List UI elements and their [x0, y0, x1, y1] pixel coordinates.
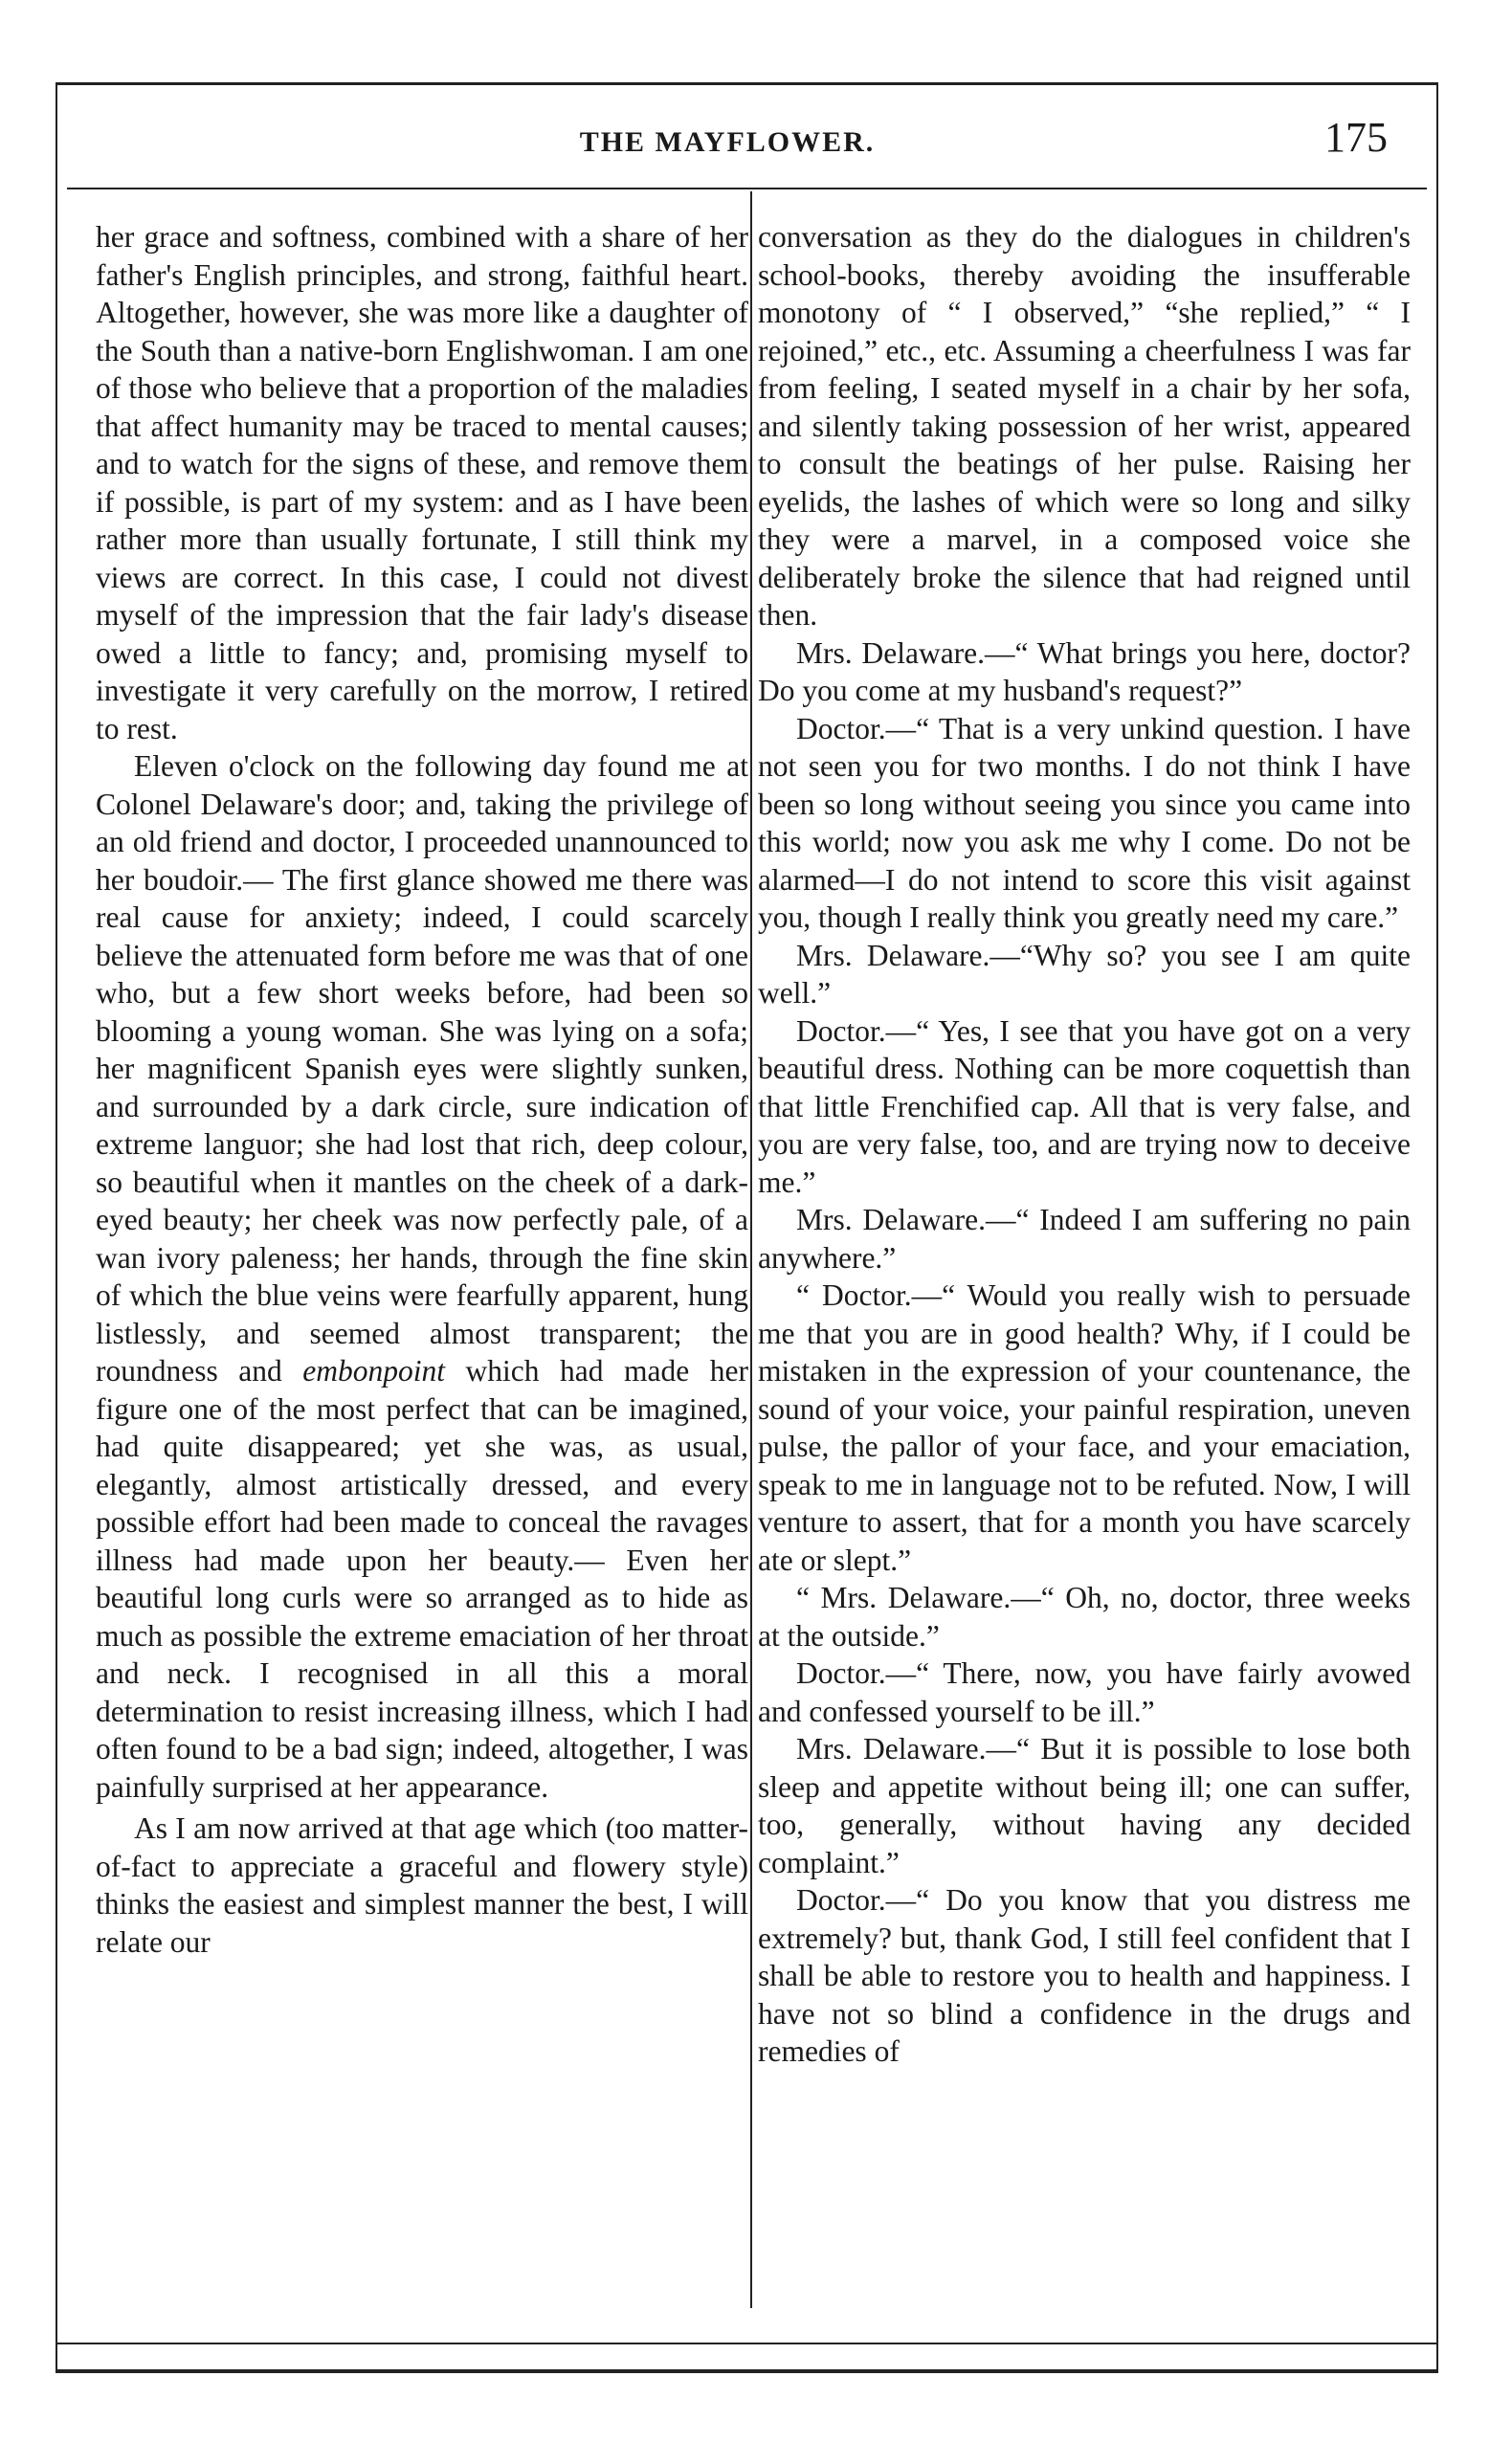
italic-word-embonpoint: embonpoint: [302, 1354, 446, 1388]
dialogue-delaware-2: Mrs. Delaware.—“Why so? you see I am quite well.”: [758, 938, 1411, 1010]
left-column: [96, 218, 748, 1961]
dialogue-doctor-4: Doctor.—“ There, now, you have fairly avowed and confessed yourself to be ill.”: [758, 1656, 1411, 1728]
right-column: [758, 218, 1411, 2071]
dialogue-doctor-3: “ Doctor.—“ Would you really wish to persuade me that you are in good health? Why, if I could be mistaken in the expression of your countenance, the sound of your voice, your painful respiration, uneven pulse, the pallor of your face, and your emaciation, speak to me in language not to be refuted. Now, I will venture to assert, that for a month you have scarcely ate or slept.”: [758, 1278, 1411, 1577]
running-title: THE MAYFLOWER.: [579, 126, 876, 158]
dialogue-doctor-2: Doctor.—“ Yes, I see that you have got on a very beautiful dress. Nothing can be more coquettish than that little Frenchified cap. All that is very false, and you are very false, too, and are trying now to deceive me.”: [758, 1013, 1411, 1199]
right-paragraph-1: conversation as they do the dialogues in children's school-books, thereby avoiding the insufferable monotony of “ I observed,” “she replied,” “ I rejoined,” etc., etc. Assuming a cheerfulness I was far from feeling, I seated myself in a chair by her sofa, and silently taking possession of her wrist, appeared to consult the beatings of her pulse. Raising her eyelids, the lashes of which were so long and silky they were a marvel, in a composed voice she deliberately broke the silence that had reigned until then.: [758, 220, 1411, 632]
bottom-rule: [56, 2343, 1438, 2344]
left-paragraph-3: As I am now arrived at that age which (too matter-of-fact to appreciate a graceful and flowery style) thinks the easiest and simplest manner the best, I will relate our: [96, 1811, 748, 1959]
dialogue-delaware-4: “ Mrs. Delaware.—“ Oh, no, doctor, three weeks at the outside.”: [758, 1581, 1411, 1653]
dialogue-delaware-1: Mrs. Delaware.—“ What brings you here, doctor? Do you come at my husband's request?”: [758, 635, 1411, 707]
dialogue-doctor-1: Doctor.—“ That is a very unkind question. I have not seen you for two months. I do not think I have been so long without seeing you since you came into this world; now you ask me why I come. Do not be alarmed—I do not intend to score this visit against you, though I really think you greatly need my care.”: [758, 711, 1411, 934]
dialogue-delaware-5: Mrs. Delaware.—“ But it is possible to lose both sleep and appetite without being ill; one can suffer, too, generally, without having any decided complaint.”: [758, 1732, 1411, 1879]
header-rule: [67, 188, 1427, 189]
page-header: [67, 113, 1388, 170]
column-divider: [750, 191, 752, 2308]
bottom-heavy-rule: [56, 2369, 1438, 2373]
page-number: 175: [1324, 114, 1388, 161]
left-paragraph-2: [96, 747, 748, 1806]
left-paragraph-1: her grace and softness, combined with a share of her father's English principles, and strong, faithful heart. Altogether, however, she was more like a daughter of the South than a native-born Englishwoman. I am one of those who believe that a proportion of the maladies that affect humanity may be traced to mental causes; and to watch for the signs of these, and remove them if possible, is part of my system: and as I have been rather more than usually fortunate, I still think my views are correct. In this case, I could not divest myself of the impression that the fair lady's disease owed a little to fancy; and, promising myself to investigate it very carefully on the morrow, I retired to rest.: [96, 220, 748, 745]
dialogue-delaware-3: Mrs. Delaware.—“ Indeed I am suffering no pain anywhere.”: [758, 1203, 1411, 1275]
dialogue-doctor-5: Doctor.—“ Do you know that you distress me extremely? but, thank God, I still feel confident that I shall be able to restore you to health and happiness. I have not so blind a confidence in the drugs and remedies of: [758, 1883, 1411, 2068]
left-paragraph-2-text-a: Eleven o'clock on the following day found me at Colonel Delaware's door; and, taking the privilege of an old friend and doctor, I proceeded unannounced to her boudoir.— The first glance showed me there was real cause for anxiety; indeed, I could scarcely believe the attenuated form before me was that of one who, but a few short weeks before, had been so blooming a young woman. She was lying on a sofa; her magnificent Spanish eyes were slightly sunken, and surrounded by a dark circle, sure indication of extreme languor; she had lost that rich, deep colour, so beautiful when it mantles on the cheek of a dark-eyed beauty; her cheek was now perfectly pale, of a wan ivory paleness; her hands, through the fine skin of which the blue veins were fearfully apparent, hung listlessly, and seemed almost transparent; the roundness and: [96, 749, 748, 1388]
left-paragraph-2-text-b: which had made her figure one of the most perfect that can be imagined, had quite disappeared; yet she was, as usual, elegantly, almost artistically dressed, and every possible effort had been made to conceal the ravages illness had made upon her beauty.— Even her beautiful long curls were so arranged as to hide as much as possible the extreme emaciation of her throat and neck. I recognised in all this a moral determination to resist increasing illness, which I had often found to be a bad sign; indeed, altogether, I was painfully surprised at her appearance.: [96, 1354, 749, 1804]
